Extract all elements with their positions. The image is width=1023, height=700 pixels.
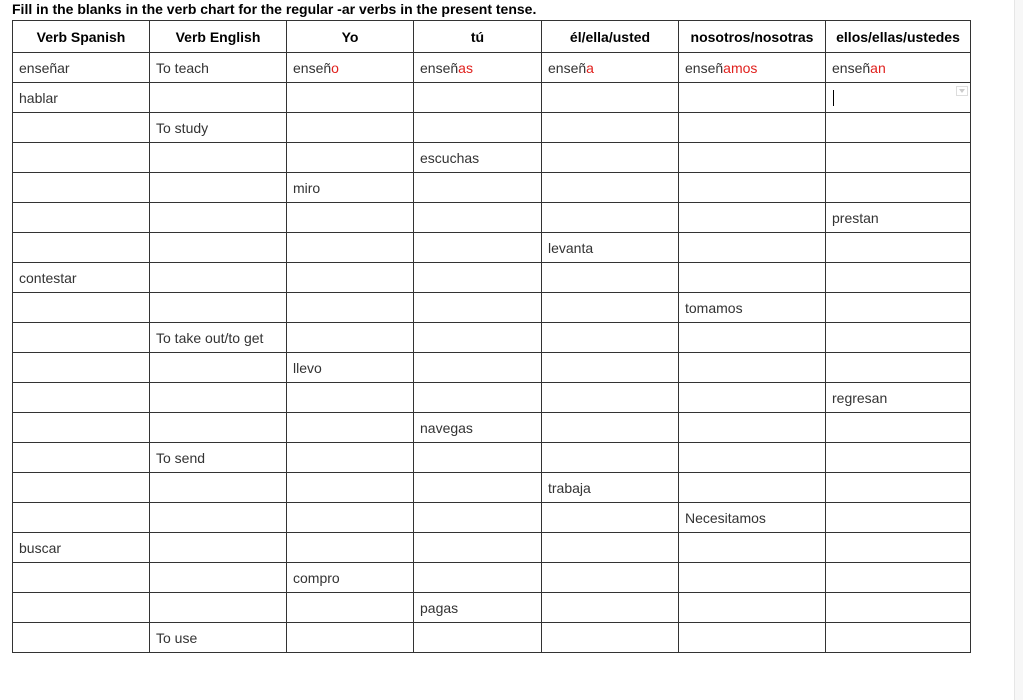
cell-ellos[interactable]: [826, 473, 971, 503]
table-row: [13, 143, 971, 173]
cell-tu[interactable]: [414, 383, 542, 413]
cell-yo[interactable]: [287, 413, 414, 443]
cell-yo[interactable]: [287, 383, 414, 413]
cell-english[interactable]: [150, 383, 287, 413]
cell-ellos[interactable]: [826, 593, 971, 623]
cell-tu[interactable]: [414, 353, 542, 383]
cell-el[interactable]: [542, 293, 679, 323]
cell-ellos[interactable]: [826, 413, 971, 443]
table-row: [13, 443, 971, 473]
example-tu-cell[interactable]: [414, 53, 542, 83]
cell-english[interactable]: [150, 593, 287, 623]
cell-nosotros[interactable]: [679, 443, 826, 473]
cell-ellos[interactable]: [826, 623, 971, 653]
ending: amos: [723, 59, 758, 76]
cell-tu[interactable]: [414, 443, 542, 473]
table-row: [13, 533, 971, 563]
cell-english[interactable]: To use: [150, 623, 287, 653]
cell-english[interactable]: [150, 413, 287, 443]
cell-yo[interactable]: [287, 533, 414, 563]
table-row: [13, 203, 971, 233]
cell-english[interactable]: [150, 233, 287, 263]
cell-el[interactable]: [542, 383, 679, 413]
cell-tu[interactable]: [414, 113, 542, 143]
cell-nosotros[interactable]: [679, 323, 826, 353]
cell-el[interactable]: [542, 443, 679, 473]
stem: enseñ: [832, 59, 871, 76]
cell-tu[interactable]: [414, 623, 542, 653]
cell-tu[interactable]: [414, 263, 542, 293]
side-scroll-strip[interactable]: [1014, 0, 1023, 700]
example-english-cell[interactable]: [150, 53, 287, 83]
cell-spanish[interactable]: hablar: [13, 83, 150, 113]
cell-english[interactable]: [150, 353, 287, 383]
table-row: [13, 593, 971, 623]
cell-yo[interactable]: llevo: [287, 353, 414, 383]
cell-spanish[interactable]: [13, 113, 150, 143]
cell-tu[interactable]: navegas: [414, 413, 542, 443]
cell-ellos[interactable]: [826, 173, 971, 203]
stem: enseñ: [293, 59, 332, 76]
cell-yo[interactable]: [287, 83, 414, 113]
stem: enseñ: [548, 59, 587, 76]
cell-ellos[interactable]: prestan: [826, 203, 971, 233]
cell-el[interactable]: [542, 413, 679, 443]
cell-nosotros[interactable]: [679, 383, 826, 413]
cell-yo[interactable]: [287, 263, 414, 293]
ending: an: [870, 59, 886, 76]
cell-nosotros[interactable]: [679, 473, 826, 503]
cell-english[interactable]: [150, 203, 287, 233]
cell-el[interactable]: [542, 203, 679, 233]
table-row: [13, 173, 971, 203]
cell-el[interactable]: [542, 353, 679, 383]
cell-english[interactable]: [150, 293, 287, 323]
cell-ellos[interactable]: [826, 503, 971, 533]
cell-spanish[interactable]: [13, 293, 150, 323]
cell-nosotros[interactable]: [679, 203, 826, 233]
cell-spanish[interactable]: [13, 173, 150, 203]
cell-english[interactable]: [150, 503, 287, 533]
cell-spanish[interactable]: [13, 233, 150, 263]
cell-nosotros[interactable]: [679, 113, 826, 143]
cell-english[interactable]: [150, 83, 287, 113]
cell-el[interactable]: [542, 503, 679, 533]
cell-el[interactable]: [542, 143, 679, 173]
cell-yo[interactable]: [287, 233, 414, 263]
cell-yo[interactable]: [287, 323, 414, 353]
cell-english[interactable]: [150, 473, 287, 503]
header-ellos-ellas-ustedes: ellos/ellas/ustedes: [826, 21, 971, 53]
cell-yo[interactable]: [287, 503, 414, 533]
cell-spanish[interactable]: contestar: [13, 263, 150, 293]
cell-spanish[interactable]: buscar: [13, 533, 150, 563]
example-spanish-cell[interactable]: [13, 53, 150, 83]
header-nosotros: nosotros/nosotras: [679, 21, 826, 53]
stem: enseñ: [420, 59, 459, 76]
cell-nosotros[interactable]: [679, 623, 826, 653]
cell-spanish[interactable]: [13, 203, 150, 233]
cell-english[interactable]: To study: [150, 113, 287, 143]
cell-tu[interactable]: [414, 503, 542, 533]
table-row: [13, 383, 971, 413]
cell-english[interactable]: [150, 563, 287, 593]
ending: as: [458, 59, 473, 76]
cell-yo[interactable]: compro: [287, 563, 414, 593]
cell-tu[interactable]: [414, 83, 542, 113]
cell-yo[interactable]: miro: [287, 173, 414, 203]
cell-nosotros[interactable]: [679, 143, 826, 173]
table-row: [13, 563, 971, 593]
cell-ellos[interactable]: [826, 353, 971, 383]
cell-nosotros[interactable]: [679, 233, 826, 263]
cell-spanish[interactable]: [13, 383, 150, 413]
cell-english[interactable]: [150, 263, 287, 293]
cell-ellos[interactable]: [826, 263, 971, 293]
table-row: [13, 623, 971, 653]
cell-ellos[interactable]: [826, 83, 971, 113]
table-row: [13, 233, 971, 263]
cell-el[interactable]: [542, 323, 679, 353]
cell-yo[interactable]: [287, 593, 414, 623]
cell-ellos[interactable]: [826, 113, 971, 143]
example-spanish: enseñar: [19, 59, 70, 76]
cell-spanish[interactable]: [13, 443, 150, 473]
cell-yo[interactable]: [287, 293, 414, 323]
text-cursor-icon: [833, 90, 834, 106]
table-row: [13, 473, 971, 503]
cell-ellos[interactable]: [826, 563, 971, 593]
cell-tu[interactable]: [414, 173, 542, 203]
table-row: [13, 293, 971, 323]
cell-tu[interactable]: [414, 203, 542, 233]
table-row: [13, 263, 971, 293]
cell-yo[interactable]: [287, 143, 414, 173]
cell-ellos[interactable]: regresan: [826, 383, 971, 413]
cell-tu[interactable]: [414, 293, 542, 323]
cell-ellos[interactable]: [826, 293, 971, 323]
table-row: [13, 113, 971, 143]
cell-el[interactable]: [542, 83, 679, 113]
cell-el[interactable]: [542, 113, 679, 143]
cell-ellos[interactable]: [826, 323, 971, 353]
cell-tu[interactable]: [414, 233, 542, 263]
cell-english[interactable]: [150, 173, 287, 203]
example-nosotros-cell[interactable]: [679, 53, 826, 83]
cell-spanish[interactable]: [13, 563, 150, 593]
example-row: [13, 53, 971, 83]
cell-spanish[interactable]: [13, 353, 150, 383]
cell-spanish[interactable]: [13, 413, 150, 443]
ending: a: [586, 59, 594, 76]
cell-nosotros[interactable]: [679, 83, 826, 113]
cell-ellos[interactable]: [826, 533, 971, 563]
stem: enseñ: [685, 59, 724, 76]
cell-tu[interactable]: [414, 323, 542, 353]
example-ellos-cell[interactable]: [826, 53, 971, 83]
table-row: [13, 353, 971, 383]
cell-nosotros[interactable]: [679, 593, 826, 623]
table-row: [13, 503, 971, 533]
cell-tu[interactable]: [414, 473, 542, 503]
cell-english[interactable]: To send: [150, 443, 287, 473]
cell-yo[interactable]: [287, 473, 414, 503]
cell-ellos[interactable]: [826, 143, 971, 173]
cell-yo[interactable]: [287, 623, 414, 653]
page-title: Fill in the blanks in the verb chart for the regular -ar verbs in the present tense.: [12, 1, 537, 17]
cell-spanish[interactable]: [13, 143, 150, 173]
cell-nosotros[interactable]: tomamos: [679, 293, 826, 323]
cell-spanish[interactable]: [13, 593, 150, 623]
ending: o: [331, 59, 339, 76]
header-tu: tú: [414, 21, 542, 53]
cell-ellos[interactable]: [826, 443, 971, 473]
cell-yo[interactable]: [287, 113, 414, 143]
example-yo-cell[interactable]: [287, 53, 414, 83]
cell-yo[interactable]: [287, 443, 414, 473]
header-verb-spanish: Verb Spanish: [13, 21, 150, 53]
cell-ellos[interactable]: [826, 233, 971, 263]
cell-english[interactable]: [150, 143, 287, 173]
verb-chart-table: [12, 20, 971, 653]
cell-spanish[interactable]: [13, 323, 150, 353]
cell-el[interactable]: trabaja: [542, 473, 679, 503]
cell-el[interactable]: [542, 173, 679, 203]
cell-tu[interactable]: [414, 563, 542, 593]
cell-tu[interactable]: pagas: [414, 593, 542, 623]
cell-nosotros[interactable]: Necesitamos: [679, 503, 826, 533]
table-row: [13, 323, 971, 353]
cell-tu[interactable]: [414, 533, 542, 563]
example-el-cell[interactable]: [542, 53, 679, 83]
cell-yo[interactable]: [287, 203, 414, 233]
cell-spanish[interactable]: [13, 623, 150, 653]
table-row: [13, 413, 971, 443]
cell-nosotros[interactable]: [679, 533, 826, 563]
table-row: [13, 83, 971, 113]
chevron-down-icon[interactable]: [956, 86, 968, 96]
cell-nosotros[interactable]: [679, 353, 826, 383]
cell-el[interactable]: [542, 533, 679, 563]
cell-english[interactable]: To take out/to get: [150, 323, 287, 353]
header-row: [13, 21, 971, 53]
header-yo: Yo: [287, 21, 414, 53]
cell-el[interactable]: levanta: [542, 233, 679, 263]
cell-nosotros[interactable]: [679, 173, 826, 203]
cell-el[interactable]: [542, 263, 679, 293]
cell-nosotros[interactable]: [679, 413, 826, 443]
cell-nosotros[interactable]: [679, 263, 826, 293]
cell-el[interactable]: [542, 593, 679, 623]
header-el-ella-usted: él/ella/usted: [542, 21, 679, 53]
example-english: To teach: [156, 59, 209, 76]
cell-el[interactable]: [542, 623, 679, 653]
cell-nosotros[interactable]: [679, 563, 826, 593]
cell-tu[interactable]: escuchas: [414, 143, 542, 173]
cell-spanish[interactable]: [13, 503, 150, 533]
header-verb-english: Verb English: [150, 21, 287, 53]
cell-spanish[interactable]: [13, 473, 150, 503]
cell-english[interactable]: [150, 533, 287, 563]
cell-el[interactable]: [542, 563, 679, 593]
